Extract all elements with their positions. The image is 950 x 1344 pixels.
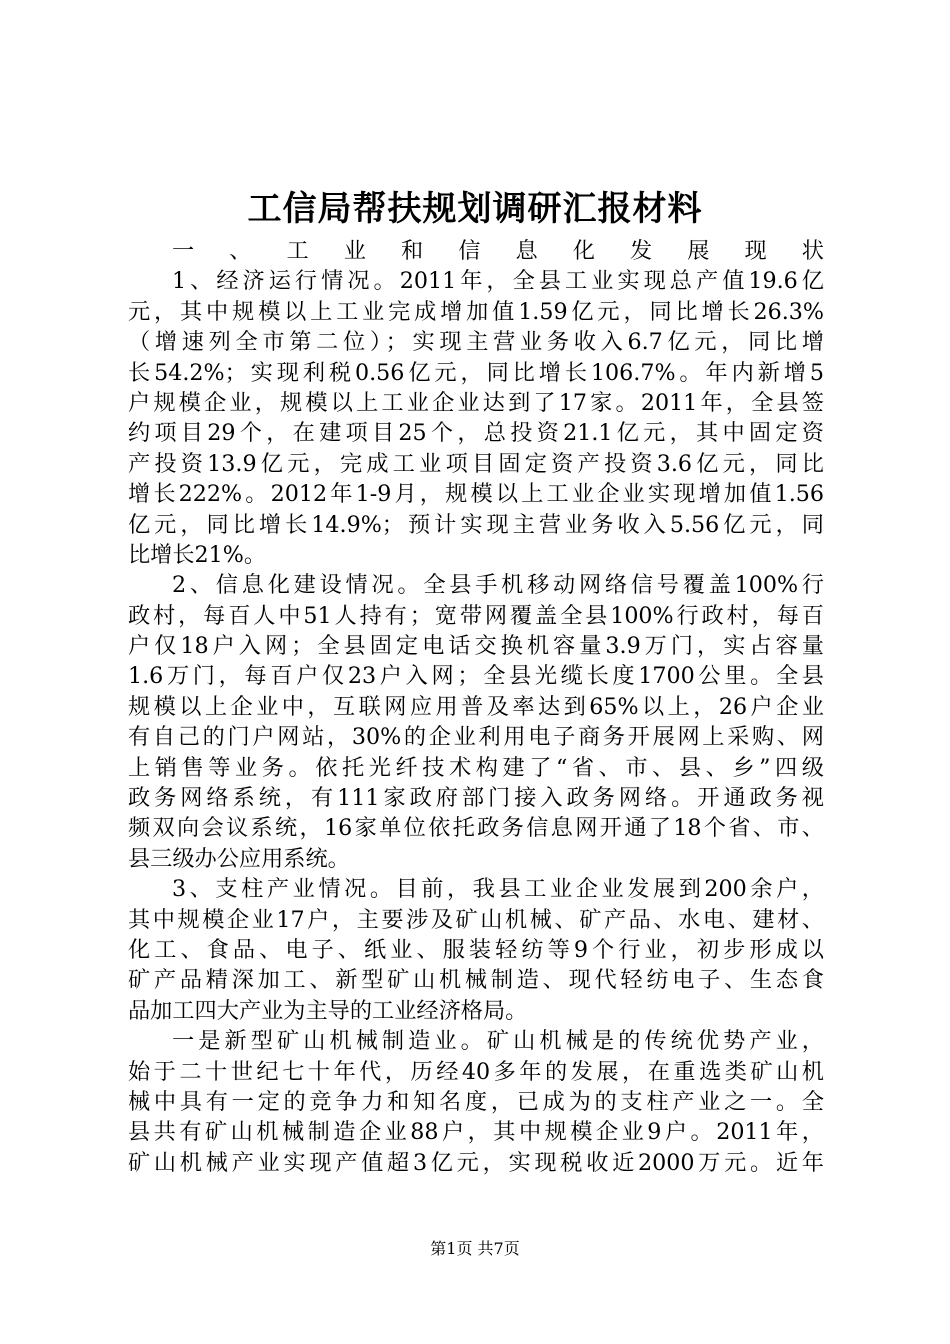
text-line: 约项目29个，在建项目25个，总投资21.1亿元，其中固定资 bbox=[128, 420, 824, 447]
text-line: 化工、食品、电子、纸业、服装轻纺等9个行业，初步形成以 bbox=[128, 936, 824, 963]
text-line: 频双向会议系统，16家单位依托政务信息网开通了18个省、市、 bbox=[128, 815, 824, 842]
text-line: 长54.2%；实现利税0.56亿元，同比增长106.7%。年内新增5 bbox=[128, 359, 824, 386]
text-line: 械中具有一定的竞争力和知名度，已成为的支柱产业之一。全 bbox=[128, 1088, 824, 1115]
text-line: 上销售等业务。依托光纤技术构建了“省、市、县、乡”四级 bbox=[128, 754, 824, 781]
text-line: 有自己的门户网站，30%的企业利用电子商务开展网上采购、网 bbox=[128, 724, 824, 751]
text-line: 政村，每百人中51人持有；宽带网覆盖全县100%行政村，每百 bbox=[128, 602, 824, 629]
text-line: 规模以上企业中，互联网应用普及率达到65%以上，26户企业 bbox=[128, 693, 824, 720]
text-line: 矿山机械产业实现产值超3亿元，实现税收近2000万元。近年 bbox=[128, 1149, 824, 1176]
text-line: 县共有矿山机械制造企业88户，其中规模企业9户。2011年， bbox=[128, 1119, 824, 1146]
text-line: 元，其中规模以上工业完成增加值1.59亿元，同比增长26.3% bbox=[128, 298, 824, 325]
text-line: 1.6万门，每百户仅23户入网；全县光缆长度1700公里。全县 bbox=[128, 663, 824, 690]
text-line: 品加工四大产业为主导的工业经济格局。 bbox=[128, 997, 528, 1024]
text-line: 始于二十世纪七十年代，历经40多年的发展，在重选类矿山机 bbox=[128, 1058, 824, 1085]
text-line: 矿产品精深加工、新型矿山机械制造、现代轻纺电子、生态食 bbox=[128, 967, 824, 994]
text-line: （增速列全市第二位）；实现主营业务收入6.7亿元，同比增 bbox=[128, 329, 824, 356]
text-line: 2、信息化建设情况。全县手机移动网络信号覆盖100%行 bbox=[172, 572, 824, 599]
text-line: 1、经济运行情况。2011年，全县工业实现总产值19.6亿 bbox=[172, 268, 824, 295]
section-heading-line: 一、工业和信息化发展现状 bbox=[172, 238, 824, 264]
text-line: 县三级办公应用系统。 bbox=[128, 845, 350, 872]
text-line: 3、支柱产业情况。目前，我县工业企业发展到200余户， bbox=[172, 876, 824, 903]
document-title: 工信局帮扶规划调研汇报材料 bbox=[247, 189, 703, 229]
text-line: 户仅18户入网；全县固定电话交换机容量3.9万门，实占容量 bbox=[128, 633, 824, 660]
text-line: 亿元，同比增长14.9%；预计实现主营业务收入5.56亿元，同 bbox=[128, 511, 824, 538]
document-body bbox=[128, 236, 824, 1178]
text-line: 产投资13.9亿元，完成工业项目固定资产投资3.6亿元，同比 bbox=[128, 450, 824, 477]
text-line: 比增长21%。 bbox=[128, 541, 267, 568]
text-line: 一是新型矿山机械制造业。矿山机械是的传统优势产业， bbox=[172, 1028, 824, 1055]
page-footer: 第1页 共7页 bbox=[430, 1239, 520, 1258]
text-line: 政务网络系统，有111家政府部门接入政务网络。开通政务视 bbox=[128, 785, 824, 812]
text-line: 户规模企业，规模以上工业企业达到了17家。2011年，全县签 bbox=[128, 389, 824, 416]
text-line: 增长222%。2012年1-9月，规模以上工业企业实现增加值1.56 bbox=[128, 481, 824, 508]
text-line: 其中规模企业17户，主要涉及矿山机械、矿产品、水电、建材、 bbox=[128, 906, 824, 933]
